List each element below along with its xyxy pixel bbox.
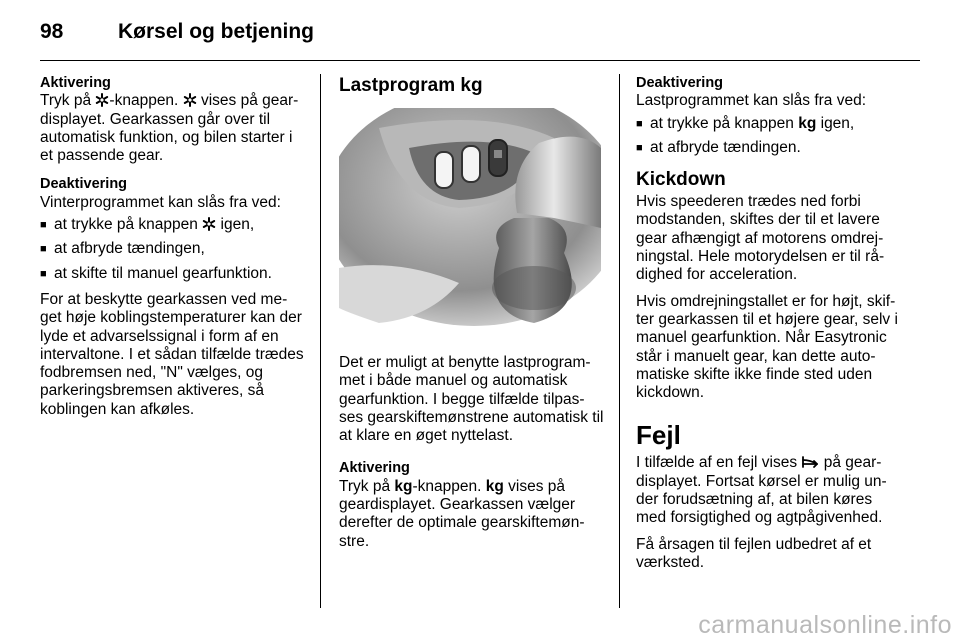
snowflake-icon [202, 217, 216, 231]
gearbox-fault-icon [801, 455, 819, 469]
column-left [40, 74, 308, 427]
deactivation-text: Lastprogrammet kan slås fra ved: [636, 92, 867, 110]
activation-section [40, 74, 308, 165]
kg-button-label: kg [798, 114, 817, 132]
section-title-lastprogram: Lastprogram kg [339, 75, 483, 96]
snowflake-icon [183, 93, 197, 107]
kg-button-label: kg [394, 477, 413, 495]
page-title: Kørsel og betjening [118, 20, 315, 43]
deactivation-heading: Deaktivering [40, 176, 128, 193]
kickdown-heading: Kickdown [636, 169, 726, 191]
fejl-heading: Fejl [636, 420, 681, 451]
kickdown-paragraph-1: Hvis speederen trædes ned forbi modstanden, skiftes der til et lavere gear afhængigt af motorens omdrej-ningstal. Hele motorydelsen er til rå-dighed for acceleration. [636, 193, 885, 284]
column-middle [339, 74, 605, 561]
gear-console-illustration [339, 108, 601, 328]
lastprogram-activation: Aktivering Tryk på kg-knappen. kg vises på geardisplayet. Gearkassen vælger derefter de optimale gearskiftemøn-stre. [339, 459, 605, 550]
column-right [636, 74, 904, 580]
activation-text-2: -knappen. [109, 92, 183, 110]
activation-text-1: Tryk på [40, 92, 96, 110]
kg-button-label: kg [485, 477, 504, 495]
activation-heading: Aktivering [339, 460, 410, 477]
snowflake-icon [95, 93, 109, 107]
list-item: ■ at afbryde tændingen. [636, 138, 801, 156]
activation-text-3: vises på gear-displayet. Gearkassen går over til automatisk funktion, og bilen starter i et passende gear. [40, 92, 299, 165]
page-number: 98 [40, 20, 64, 43]
column-divider-right [619, 74, 620, 608]
activation-heading: Aktivering [40, 75, 111, 91]
lastprogram-intro: Det er muligt at benytte lastprogram-met i både manuel og automatisk gearfunktion. I begge tilfælde tilpas-ses gearskiftemønstrene automatisk til at klare en øget nyttelast. [339, 354, 604, 445]
watermark: carmanualsonline.info [698, 611, 952, 639]
list-item: ■ at afbryde tændingen, [40, 240, 205, 258]
header-divider [40, 60, 920, 61]
deactivation-heading: Deaktivering [636, 75, 724, 91]
page-header [40, 16, 920, 50]
column-divider-left [320, 74, 321, 608]
deactivation-list [40, 216, 308, 283]
fejl-paragraph-2: Få årsagen til fejlen udbedret af et værksted. [636, 535, 872, 571]
fejl-paragraph-1: I tilfælde af en fejl vises på gear-displayet. Fortsat kørsel er mulig un-der forudsætning af, at bilen køres med forsigtighed og agtpågivenhed. [636, 454, 887, 527]
deactivation-text: Vinterprogrammet kan slås fra ved: [40, 193, 281, 211]
list-item: ■ at trykke på knappen igen, [40, 216, 255, 234]
deactivation-list [636, 115, 904, 158]
protect-paragraph: For at beskytte gearkassen ved me-get høje koblingstemperaturer kan der lyde et advarselssignal i form af en intervaltone. I et sådan tilfælde trædes fodbremsen ned, "N" vælges, og parkeringsbremsen aktiveres, så koblingen kan afkøles. [40, 290, 304, 418]
kickdown-paragraph-2: Hvis omdrejningstallet er for højt, skif-ter gearkassen til et højere gear, selv i manuel gearfunktion. Når Easytronic står i manuelt gear, kan dette auto-matiske skifte ikke finde sted uden kickdown. [636, 292, 898, 402]
list-item: ■ at trykke på knappen kg igen, [636, 114, 855, 132]
list-item: ■ at skifte til manuel gearfunktion. [40, 264, 272, 282]
